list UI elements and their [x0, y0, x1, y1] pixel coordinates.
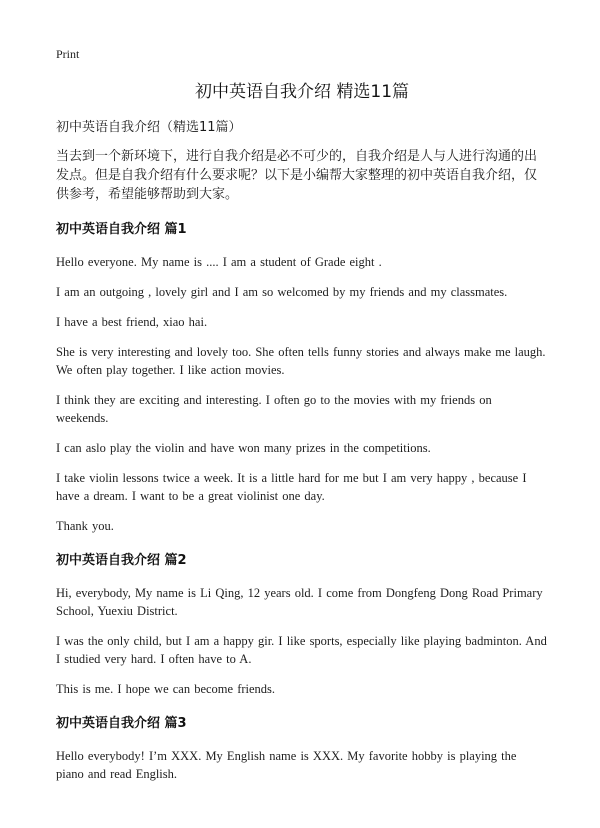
section-heading: 初中英语自我介绍 篇2	[56, 553, 187, 568]
section-3	[56, 714, 548, 783]
section-heading: 初中英语自我介绍 篇3	[56, 716, 187, 731]
document-subtitle: 初中英语自我介绍（精选11篇）	[56, 120, 242, 135]
print-label: Print	[56, 47, 80, 61]
paragraph: Hi, everybody, My name is Li Qing, 12 years old. I come from Dongfeng Dong Road Primary School, Yuexiu District.	[56, 586, 543, 618]
paragraph: She is very interesting and lovely too. She often tells funny stories and always make me laugh. We often play together. I like action movies.	[56, 345, 546, 377]
document-page	[56, 44, 548, 783]
paragraph: Hello everyone. My name is .... I am a student of Grade eight .	[56, 255, 382, 269]
document-title: 初中英语自我介绍 精选11篇	[194, 82, 410, 102]
paragraph: I am an outgoing , lovely girl and I am so welcomed by my friends and my classmates.	[56, 285, 508, 299]
section-2	[56, 551, 548, 698]
paragraph: I think they are exciting and interesting. I often go to the movies with my friends on weekends.	[56, 393, 492, 425]
paragraph: I was the only child, but I am a happy gir. I like sports, especially like playing badminton. And I studied very hard. I often have to A.	[56, 634, 547, 666]
paragraph: I take violin lessons twice a week. It is a little hard for me but I am very happy , because I have a dream. I want to be a great violinist one day.	[56, 471, 527, 503]
section-heading: 初中英语自我介绍 篇1	[56, 222, 187, 237]
paragraph: Thank you.	[56, 519, 114, 533]
section-1	[56, 220, 548, 535]
paragraph: This is me. I hope we can become friends.	[56, 682, 276, 696]
intro-paragraph: 当去到一个新环境下，进行自我介绍是必不可少的，自我介绍是人与人进行沟通的出发点。但是自我介绍有什么要求呢？以下是小编帮大家整理的初中英语自我介绍，仅供参考，希望能够帮助到大家。	[56, 149, 538, 202]
paragraph: I can aslo play the violin and have won many prizes in the competitions.	[56, 441, 431, 455]
paragraph: I have a best friend, xiao hai.	[56, 315, 208, 329]
paragraph: Hello everybody! I’m XXX. My English name is XXX. My favorite hobby is playing the piano and read English.	[56, 749, 517, 781]
